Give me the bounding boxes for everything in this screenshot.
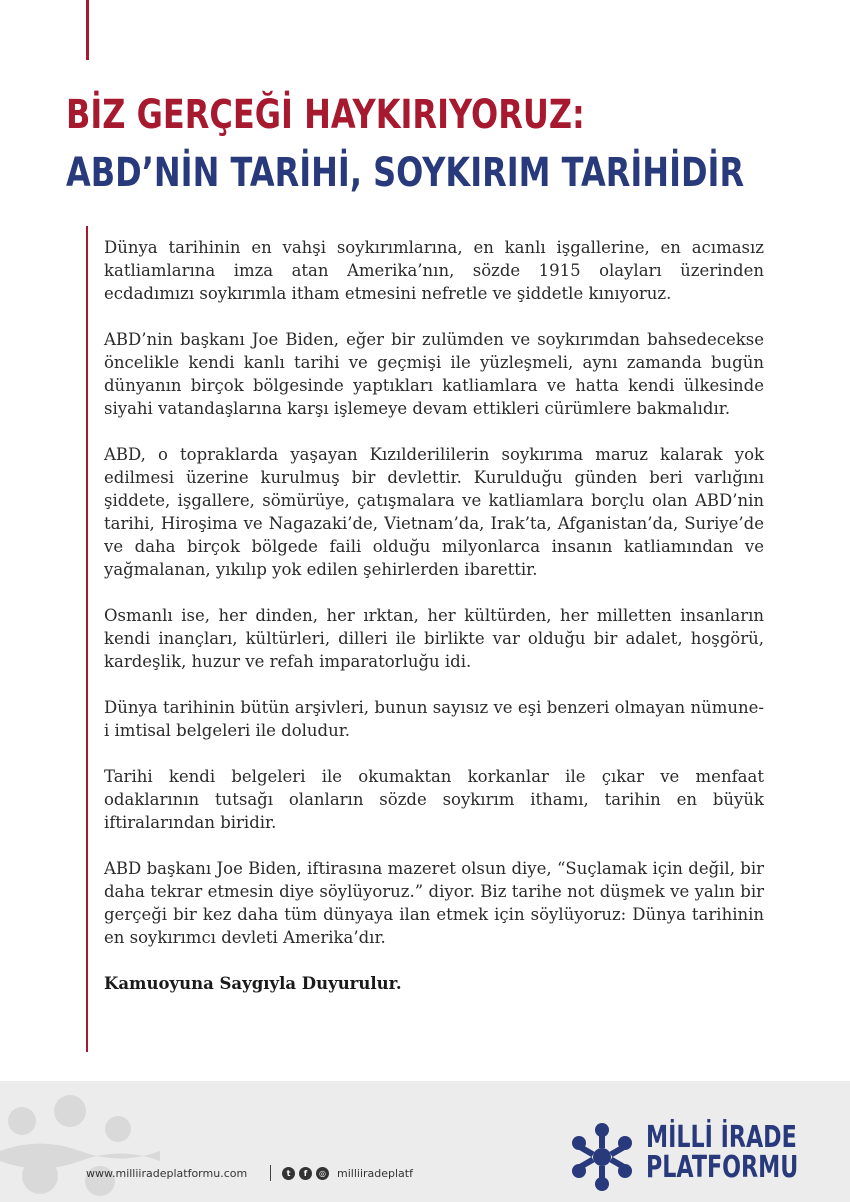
headline — [66, 86, 826, 202]
headline-line-1: BİZ GERÇEĞİ HAYKIRIYORUZ: — [66, 92, 585, 138]
paragraph: Dünya tarihinin en vahşi soykırımlarına, en kanlı işgallerine, en acımasız katliamlarına imza atan Amerika’nın, sözde 1915 olayları üzerinden ecdadımızı soykırımla itham etmesini nefretle ve şiddetle kınıyoruz. — [104, 238, 764, 303]
platform-logo-text — [646, 1120, 850, 1185]
facebook-icon[interactable]: f — [299, 1167, 312, 1180]
body-accent-rule — [86, 226, 88, 1052]
closing-line: Kamuoyuna Saygıyla Duyurulur. — [104, 974, 402, 993]
paragraph: ABD’nin başkanı Joe Biden, eğer bir zulümden ve soykırımdan bahsedecekse öncelikle kendi kanlı tarihi ve geçmişi ile yüzleşmeli, aynı zamanda bugün dünyanın birçok bölgesinde yaptıkları katliamlara ve hatta kendi ülkesinde siyahi vatandaşlarına karşı işlemeye devam ettikleri cürümlere bakmalıdır. — [104, 330, 764, 418]
twitter-icon[interactable]: t — [282, 1167, 295, 1180]
website-link[interactable]: www.milliiradeplatformu.com — [86, 1167, 248, 1180]
statement-body — [104, 236, 764, 1018]
paragraph: Osmanlı ise, her dinden, her ırktan, her kültürden, her milletten insanların kendi inançları, kültürleri, dilleri ile birlikte var olduğu bir adalet, hoşgörü, kardeşlik, huzur ve refah imparatorluğu idi. — [104, 606, 764, 671]
logo-line-2: PLATFORMU — [646, 1150, 799, 1185]
platform-logo-icon — [566, 1121, 638, 1193]
headline-line-2: ABD’NİN TARİHİ, SOYKIRIM TARİHİDİR — [66, 150, 745, 196]
paragraph: ABD başkanı Joe Biden, iftirasına mazeret olsun diye, “Suçlamak için değil, bir daha tekrar etmesin diye söylüyoruz.” diyor. Biz tarihe not düşmek ve yalın bir gerçeği bir kez daha tüm dünyaya ilan etmek için söylüyoruz: Dünya tarihinin en soykırımcı devleti Amerika’dır. — [104, 859, 764, 947]
paragraph: ABD, o topraklarda yaşayan Kızılderililerin soykırıma maruz kalarak yok edilmesi üzerine kurulmuş bir devlettir. Kurulduğu günden beri varlığını şiddete, işgallere, sömürüye, çatışmalara ve katliamlara borçlu olan ABD’nin tarihi, Hiroşima ve Nagazaki’de, Vietnam’da, Irak’ta, Afganistan’da, Suriye’de ve daha birçok bölgede faili olduğu milyonlarca insanın katliamından ve yağmalanan, yıkılıp yok edilen şehirlerden ibarettir. — [104, 445, 764, 579]
instagram-icon[interactable]: ◎ — [316, 1167, 329, 1180]
paragraph: Dünya tarihinin bütün arşivleri, bunun sayısız ve eşi benzeri olmayan nümune-i imtisal belgeleri ile doludur. — [104, 698, 764, 740]
top-accent-rule — [86, 0, 89, 60]
footer — [0, 1081, 850, 1202]
footer-decoration-icon — [0, 1081, 200, 1202]
footer-separator — [270, 1165, 271, 1181]
social-handle[interactable]: milliiradeplatf — [337, 1167, 413, 1180]
paragraph: Tarihi kendi belgeleri ile okumaktan korkanlar ile çıkar ve menfaat odaklarının tutsağı olanların sözde soykırım ithamı, tarihin en büyük iftiralarından biridir. — [104, 767, 764, 832]
logo-line-1: MİLLİ İRADE — [646, 1120, 797, 1155]
